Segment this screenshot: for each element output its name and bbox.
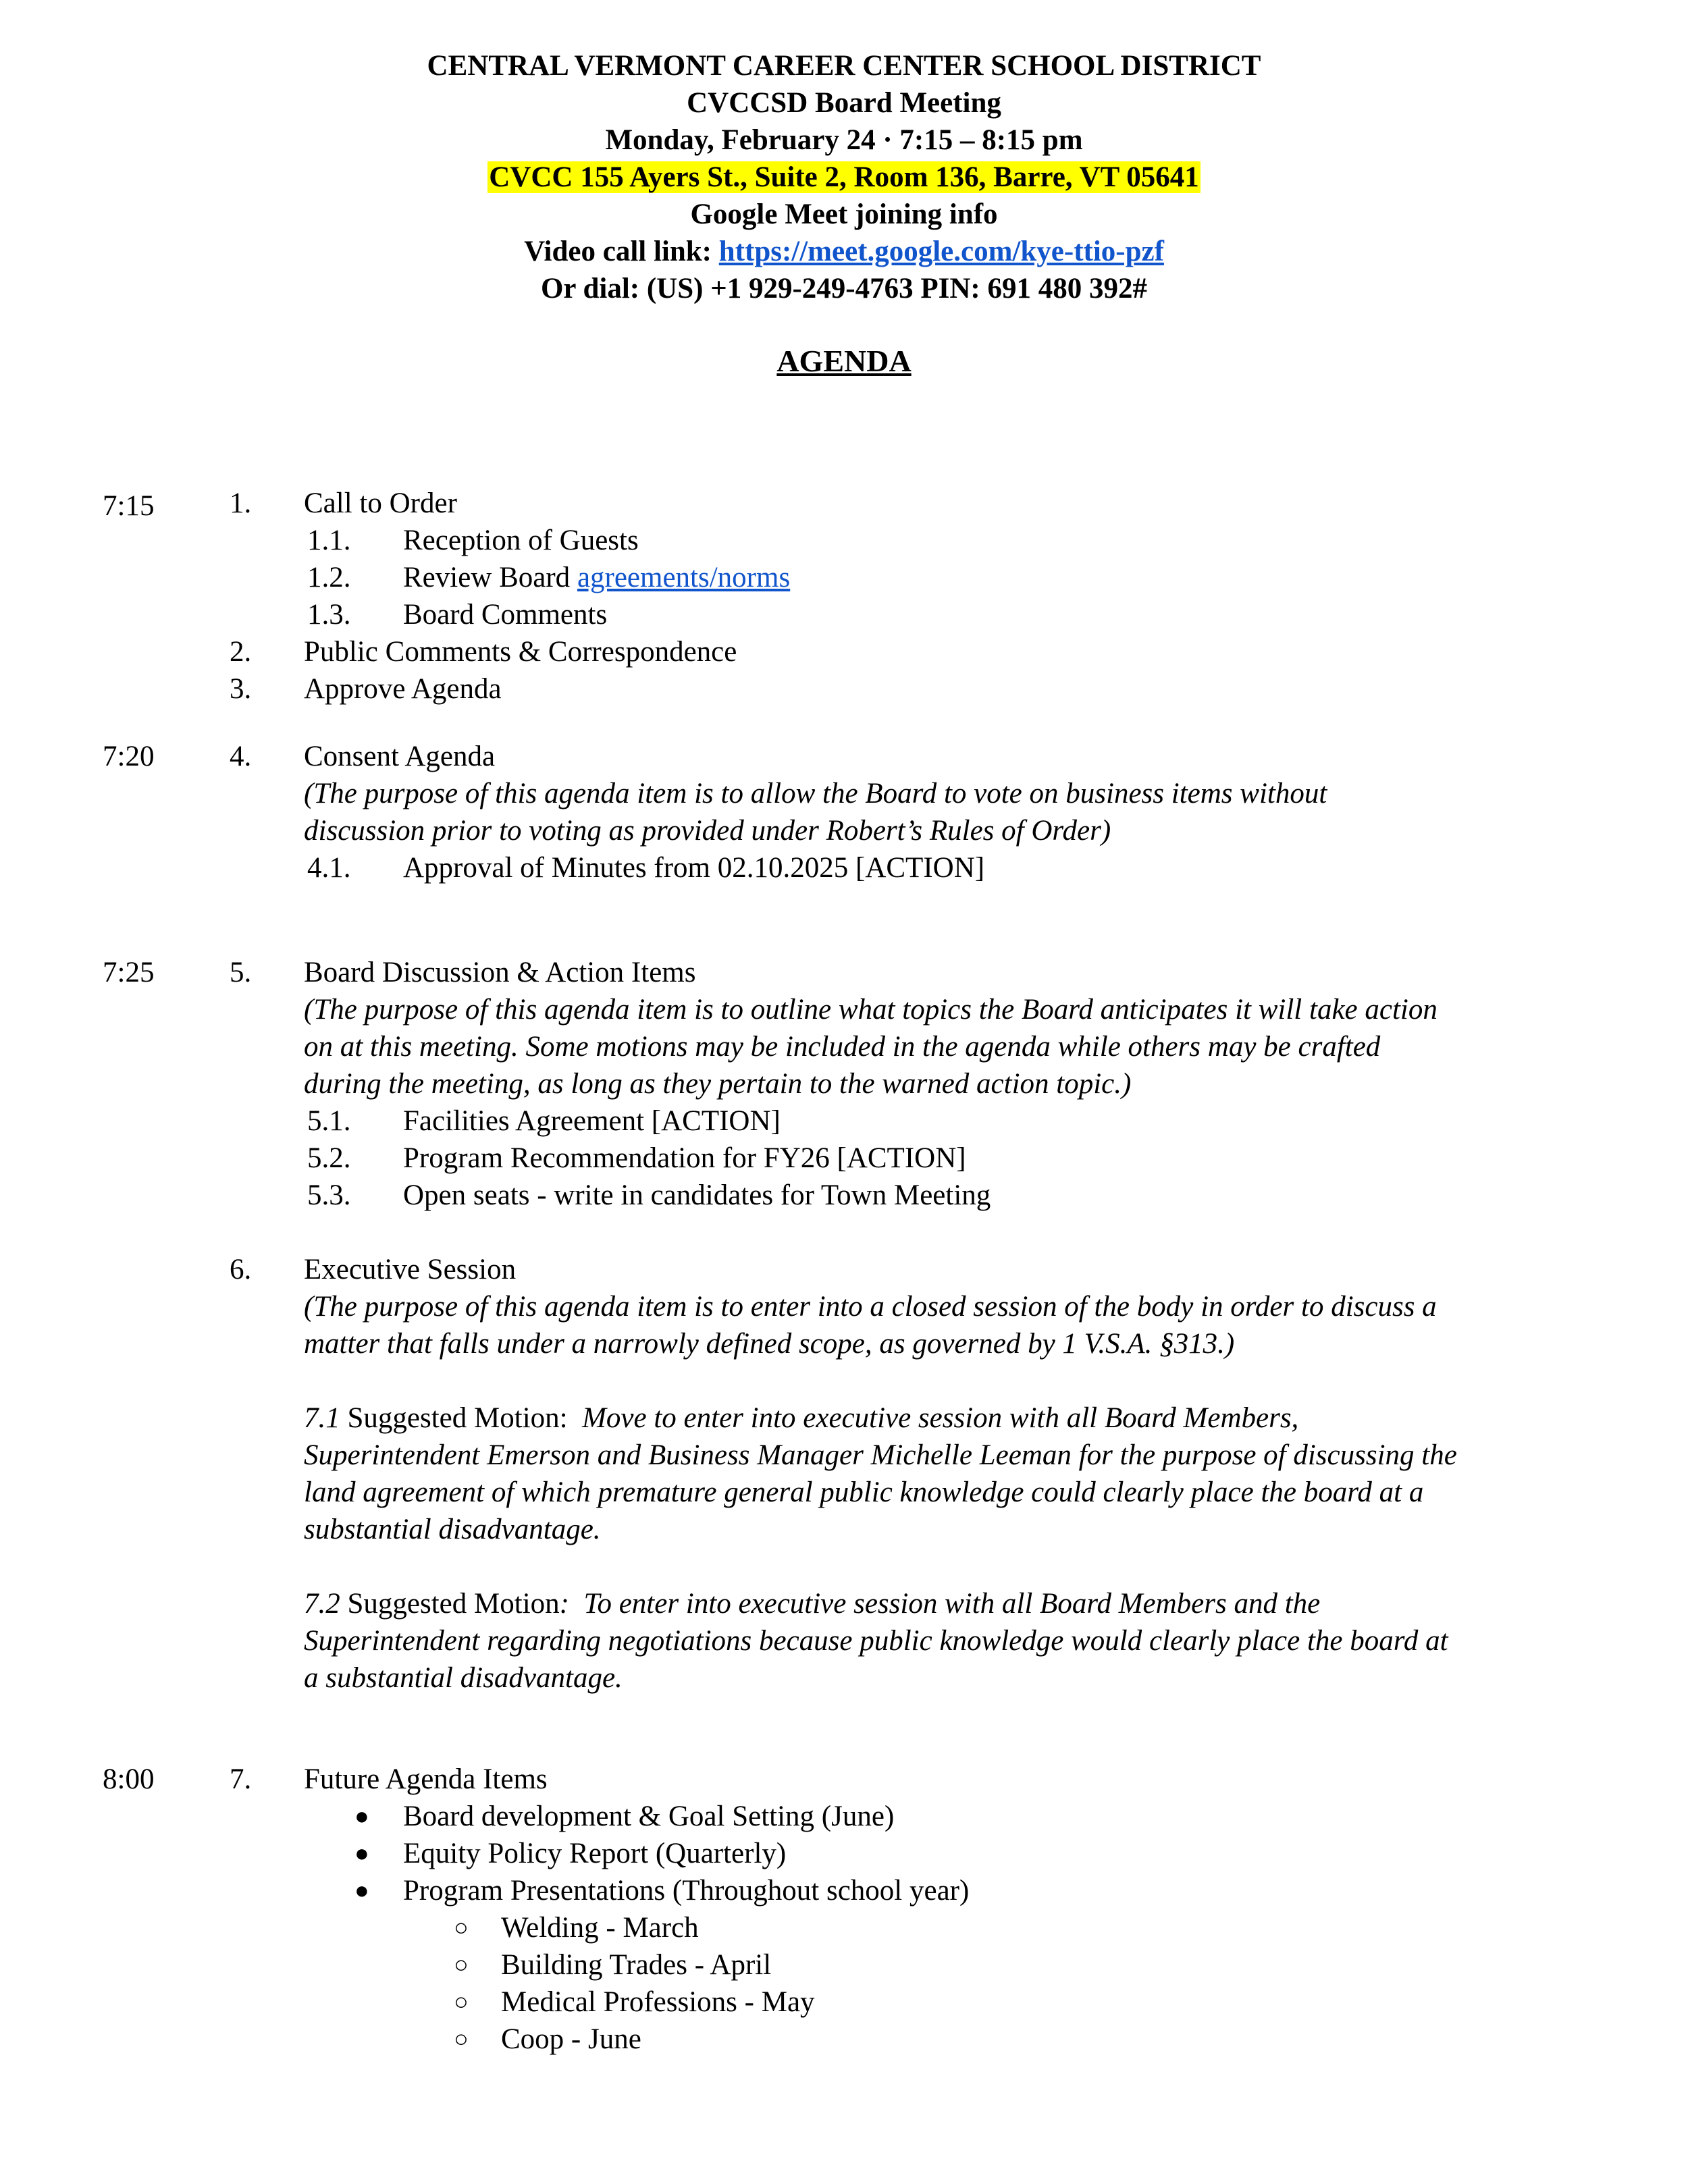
item-title: Executive Session	[304, 1254, 517, 1285]
sub-item-text: Reception of Guests	[403, 525, 639, 556]
motion-text: a substantial disadvantage.	[304, 1662, 623, 1694]
motion-text: land agreement of which premature general public knowledge could clearly place the board at a	[304, 1476, 1424, 1508]
motion-text: Superintendent Emerson and Business Manager Michelle Leeman for the purpose of discussing the	[304, 1439, 1457, 1471]
item-number: 1.	[230, 487, 252, 519]
time-slot: 7:15	[103, 490, 155, 522]
motion-number: 7.2	[304, 1588, 340, 1620]
future-item: Board development & Goal Setting (June)	[403, 1801, 895, 1832]
sub-item-number: 1.1.	[307, 525, 351, 556]
bullet-icon: ●	[354, 1803, 369, 1830]
item-description: on at this meeting. Some motions may be included in the agenda while others may be crafted	[304, 1031, 1381, 1063]
dial-info: Or dial: (US) +1 929-249-4763 PIN: 691 480 392#	[540, 273, 1147, 304]
item-number: 5.	[230, 957, 252, 988]
circle-bullet-icon: ○	[454, 1951, 469, 1978]
sub-item-text: Open seats - write in candidates for Town Meeting	[403, 1179, 991, 1211]
district-name: CENTRAL VERMONT CAREER CENTER SCHOOL DISTRICT	[427, 50, 1261, 82]
agenda-title: AGENDA	[776, 344, 912, 378]
item-description: (The purpose of this agenda item is to enter into a closed session of the body in order to discuss a	[304, 1291, 1437, 1323]
item-title: Board Discussion & Action Items	[304, 957, 696, 988]
item-title: Public Comments & Correspondence	[304, 636, 737, 668]
bullet-icon: ●	[354, 1840, 369, 1867]
motion-label: Suggested Motion	[340, 1588, 560, 1620]
sub-item-number: 1.3.	[307, 599, 351, 631]
presentation-item: Coop - June	[501, 2023, 641, 2055]
motion-number: 7.1	[304, 1402, 340, 1434]
motion-text: Superintendent regarding negotiations because public knowledge would clearly place the board at	[304, 1625, 1448, 1657]
item-description: discussion prior to voting as provided under Robert’s Rules of Order)	[304, 815, 1111, 847]
motion-colon: :	[559, 1588, 584, 1620]
sub-item-number: 5.1.	[307, 1105, 351, 1137]
video-call-line	[0, 233, 1688, 270]
item-title: Consent Agenda	[304, 741, 496, 772]
motion-first-line	[304, 1400, 1298, 1437]
item-description: (The purpose of this agenda item is to outline what topics the Board anticipates it will take action	[304, 994, 1438, 1026]
item-description: matter that falls under a narrowly defined scope, as governed by 1 V.S.A. §313.)	[304, 1328, 1235, 1360]
video-call-link[interactable]: https://meet.google.com/kye-ttio-pzf	[718, 236, 1164, 267]
sub-item-text: Facilities Agreement [ACTION]	[403, 1105, 781, 1137]
sub-item-number: 5.3.	[307, 1179, 351, 1211]
agreements-norms-link[interactable]: agreements/norms	[577, 562, 791, 593]
item-description: (The purpose of this agenda item is to allow the Board to vote on business items without	[304, 778, 1327, 809]
time-slot: 7:20	[103, 741, 155, 772]
presentation-item: Medical Professions - May	[501, 1986, 815, 2018]
item-number: 7.	[230, 1763, 252, 1795]
motion-text: Move to enter into executive session with all Board Members,	[582, 1402, 1299, 1434]
meeting-location: CVCC 155 Ayers St., Suite 2, Room 136, Barre, VT 05641	[489, 161, 1199, 193]
item-title: Call to Order	[304, 487, 457, 519]
motion-text: substantial disadvantage.	[304, 1514, 601, 1545]
sub-item-label: Review Board	[403, 562, 577, 593]
item-number: 4.	[230, 741, 252, 772]
item-number: 2.	[230, 636, 252, 668]
meeting-name: CVCCSD Board Meeting	[687, 87, 1001, 119]
sub-item-text: Board Comments	[403, 599, 608, 631]
motion-label: Suggested Motion:	[340, 1402, 583, 1434]
motion-first-line	[304, 1585, 1320, 1622]
circle-bullet-icon: ○	[454, 1914, 469, 1941]
item-title: Approve Agenda	[304, 673, 502, 705]
video-call-label: Video call link:	[524, 236, 719, 267]
meeting-datetime: Monday, February 24 · 7:15 – 8:15 pm	[605, 124, 1083, 156]
sub-item-number: 5.2.	[307, 1142, 351, 1174]
sub-item-number: 1.2.	[307, 562, 351, 593]
meet-info: Google Meet joining info	[690, 198, 998, 230]
time-slot: 8:00	[103, 1763, 155, 1795]
item-number: 6.	[230, 1254, 252, 1285]
future-item: Program Presentations (Throughout school year)	[403, 1875, 970, 1907]
future-item: Equity Policy Report (Quarterly)	[403, 1838, 787, 1869]
item-title: Future Agenda Items	[304, 1763, 548, 1795]
circle-bullet-icon: ○	[454, 2025, 469, 2052]
sub-item-text: Program Recommendation for FY26 [ACTION]	[403, 1142, 966, 1174]
bullet-icon: ●	[354, 1877, 369, 1904]
meeting-header	[0, 47, 1688, 307]
sub-item-number: 4.1.	[307, 852, 351, 884]
motion-text: To enter into executive session with all Board Members and the	[583, 1588, 1321, 1620]
item-description: during the meeting, as long as they pertain to the warned action topic.)	[304, 1068, 1132, 1100]
time-slot: 7:25	[103, 957, 155, 988]
presentation-item: Welding - March	[501, 1912, 699, 1944]
meeting-location-line	[0, 159, 1688, 196]
sub-item-text	[403, 559, 790, 596]
circle-bullet-icon: ○	[454, 1988, 469, 2015]
presentation-item: Building Trades - April	[501, 1949, 772, 1981]
item-number: 3.	[230, 673, 252, 705]
sub-item-text: Approval of Minutes from 02.10.2025 [ACTION]	[403, 852, 985, 884]
